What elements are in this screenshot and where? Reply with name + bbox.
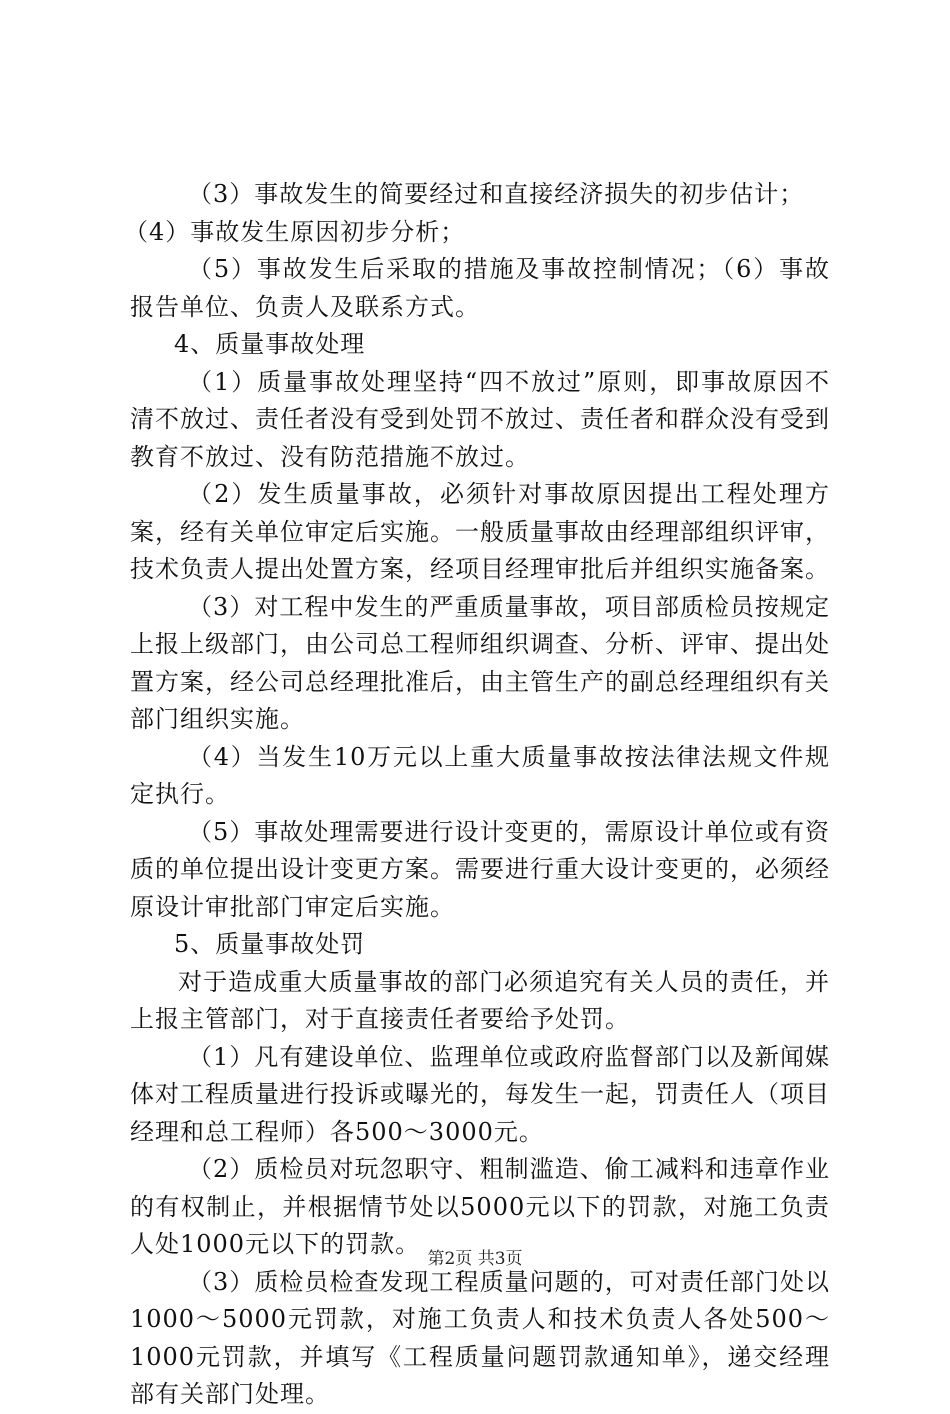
paragraph-penalty-intro: 对于造成重大质量事故的部门必须追究有关人员的责任，并上报主管部门，对于直接责任者要给予处罚。 bbox=[130, 967, 830, 1033]
section-heading-accident-handling: 4、质量事故处理 bbox=[174, 330, 366, 358]
paragraph-penalty-quality-issue: （3）质检员检查发现工程质量问题的，可对责任部门处以1000～5000元罚款，对施工负责人和技术负责人各处500～1000元罚款，并填写《工程质量问题罚款通知单》，递交经理部有关部门处理。 bbox=[130, 1267, 830, 1408]
document-body bbox=[124, 176, 830, 1414]
paragraph-penalty-inspector: （2）质检员对玩忽职守、粗制滥造、偷工减料和违章作业的有权制止，并根据情节处以5000元以下的罚款，对施工负责人处1000元以下的罚款。 bbox=[130, 1155, 830, 1258]
paragraph-handling-plan: （2）发生质量事故，必须针对事故原因提出工程处理方案，经有关单位审定后实施。一般质量事故由经理部组织评审，技术负责人提出处置方案，经项目经理审批后并组织实施备案。 bbox=[130, 480, 830, 583]
paragraph-penalty-media: （1）凡有建设单位、监理单位或政府监督部门以及新闻媒体对工程质量进行投诉或曝光的，每发生一起，罚责任人（项目经理和总工程师）各500～3000元。 bbox=[130, 1042, 830, 1146]
paragraph-accident-cause: （4）事故发生原因初步分析； bbox=[124, 217, 466, 246]
paragraph-design-change: （5）事故处理需要进行设计变更的，需原设计单位或有资质的单位提出设计变更方案。需要进行重大设计变更的，必须经原设计审批部门审定后实施。 bbox=[130, 817, 830, 921]
paragraph-major-accident: （4）当发生10万元以上重大质量事故按法律法规文件规定执行。 bbox=[130, 742, 830, 808]
section-heading-accident-penalty: 5、质量事故处罚 bbox=[174, 930, 366, 958]
paragraph-serious-accident: （3）对工程中发生的严重质量事故，项目部质检员按规定上报上级部门，由公司总工程师组织调查、分析、评审、提出处置方案，经公司总经理批准后，由主管生产的副总经理组织有关部门组织实施。 bbox=[130, 592, 830, 733]
paragraph-accident-measures: （5）事故发生后采取的措施及事故控制情况；（6）事故报告单位、负责人及联系方式。 bbox=[130, 255, 830, 321]
paragraph-four-principles: （1）质量事故处理坚持“四不放过”原则，即事故原因不清不放过、责任者没有受到处罚不放过、责任者和群众没有受到教育不放过、没有防范措施不放过。 bbox=[130, 367, 830, 471]
paragraph-accident-summary: （3）事故发生的简要经过和直接经济损失的初步估计； bbox=[188, 180, 805, 208]
page-number-footer: 第2页 共3页 bbox=[427, 1249, 523, 1269]
